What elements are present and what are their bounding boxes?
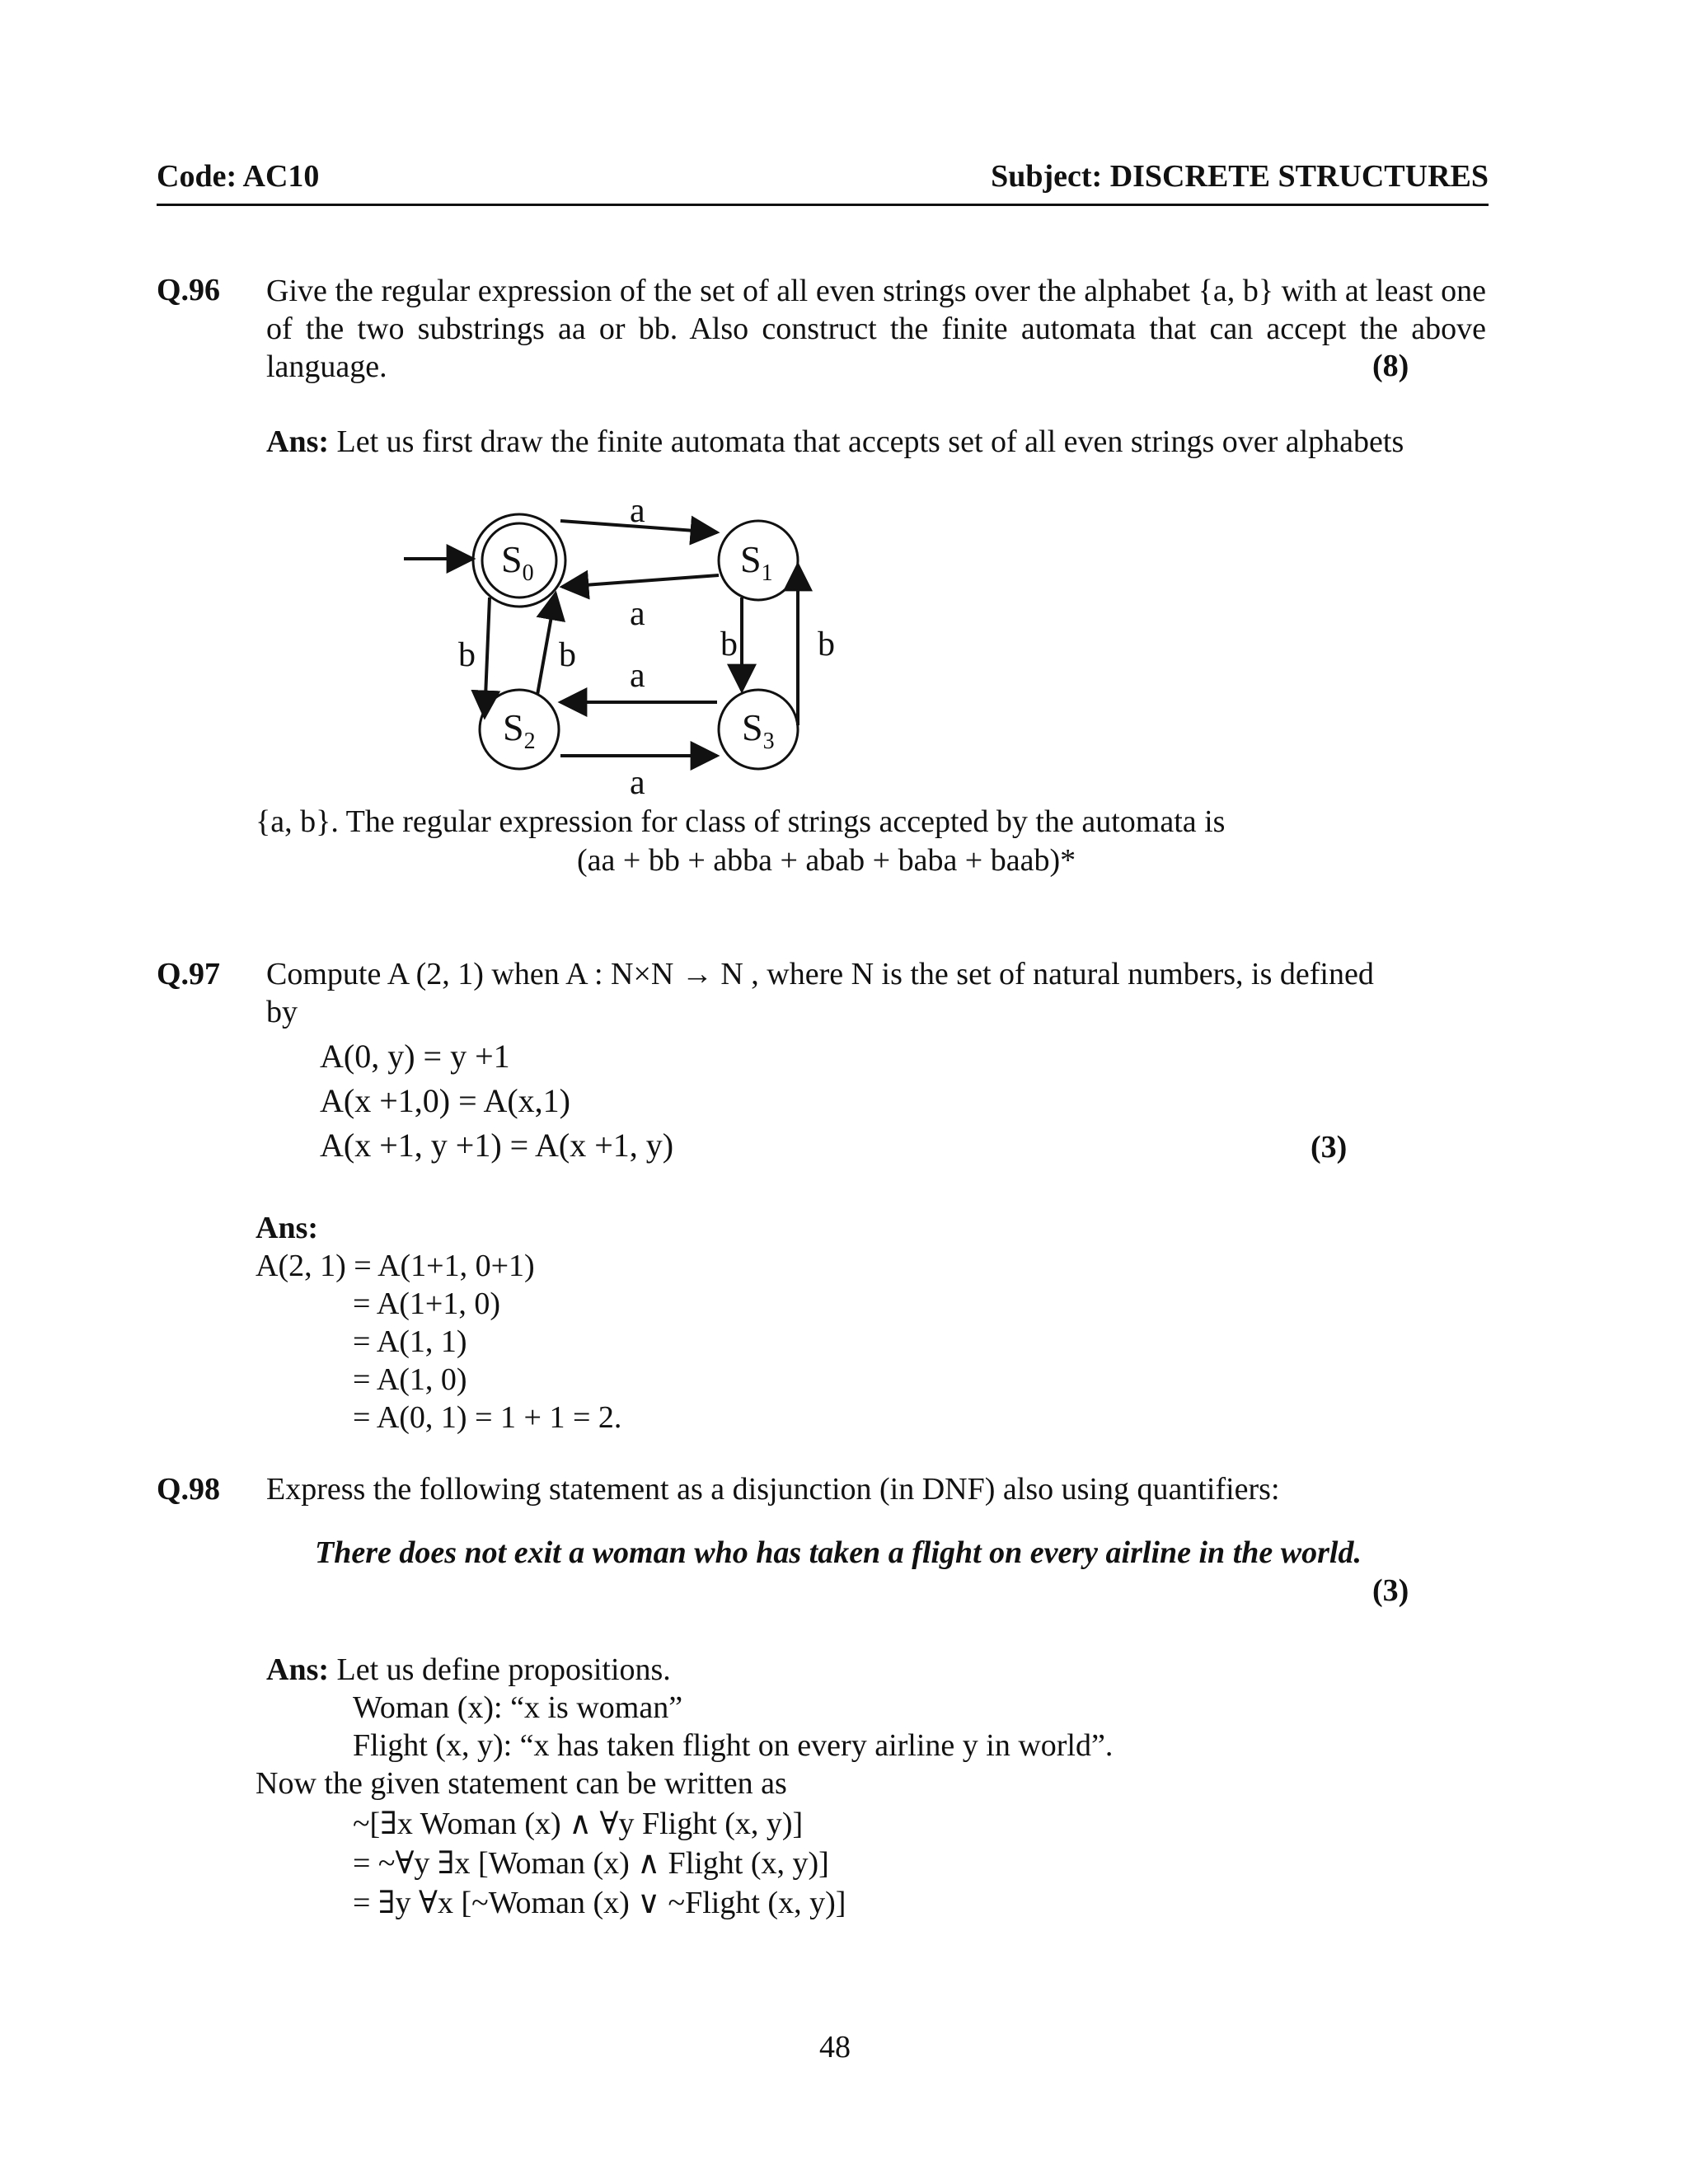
q96-regex: (aa + bb + abba + abab + baba + baab)*: [577, 843, 1076, 878]
q96-marks: (8): [1372, 349, 1409, 383]
label-s3-s2: a: [630, 657, 645, 695]
state-s2-label: $S_2$: [503, 706, 536, 754]
header-rule: [157, 204, 1489, 206]
q98-def-2: Flight (x, y): “x has taken flight on every airline y in world”.: [353, 1728, 1114, 1763]
q97-ans-line-4: = A(1, 0): [353, 1362, 467, 1397]
q98-now-text: Now the given statement can be written as: [256, 1766, 787, 1801]
q97-ans-line-2: = A(1+1, 0): [353, 1286, 501, 1321]
state-s1-label: $S_1$: [740, 538, 773, 586]
q97-question-line2: by: [266, 995, 298, 1029]
state-s3-label: $S_3$: [742, 706, 775, 754]
label-s2-s0: b: [559, 636, 576, 674]
label-s1-s0: a: [630, 595, 645, 633]
q96-ans-label: Ans:: [266, 424, 330, 459]
q98-question: Express the following statement as a disjunction (in DNF) also using quantifiers:: [266, 1472, 1280, 1507]
edge-s2-s0: [537, 593, 556, 695]
q96-after-text: {a, b}. The regular expression for class of strings accepted by the automata is: [256, 804, 1226, 839]
q97-ans-line-3: = A(1, 1): [353, 1324, 467, 1359]
q98-step-3: = ∃y ∀x [~Woman (x) ∨ ~Flight (x, y)]: [353, 1886, 846, 1920]
edge-s0-s2: [485, 598, 490, 717]
q97-def-1: A(0, y) = y +1: [320, 1038, 510, 1075]
q97-ans-line-1: A(2, 1) = A(1+1, 0+1): [256, 1249, 535, 1283]
label-s0-s2: b: [458, 636, 476, 674]
q98-answer-intro: [266, 1652, 671, 1688]
q98-statement: There does not exit a woman who has taken a flight on every airline in the world.: [315, 1535, 1362, 1570]
q96-question: [266, 272, 1486, 386]
q97-def-2: A(x +1,0) = A(x,1): [320, 1082, 570, 1119]
q96-number: Q.96: [157, 273, 221, 307]
q97-marks: (3): [1311, 1130, 1348, 1165]
page-number: 48: [819, 2030, 851, 2064]
edge-s1-s0: [562, 575, 719, 587]
q98-number: Q.98: [157, 1472, 221, 1507]
q98-def-1: Woman (x): “x is woman”: [353, 1690, 683, 1725]
label-s0-s1: a: [630, 492, 645, 530]
q97-ans-line-5: = A(0, 1) = 1 + 1 = 2.: [353, 1400, 622, 1435]
label-s3-s1: b: [818, 626, 835, 663]
q96-question-text: Give the regular expression of the set of all even strings over the alphabet {a, b} with at least one of the two substrings aa or bb. Also construct the finite automata that can accept the above language.: [266, 274, 1486, 384]
q97-def-3: A(x +1, y +1) = A(x +1, y): [320, 1127, 674, 1164]
label-s1-s3: b: [720, 626, 738, 663]
header-subject: Subject: DISCRETE STRUCTURES: [991, 159, 1489, 194]
automaton-diagram: [387, 486, 849, 808]
q97-number: Q.97: [157, 957, 221, 991]
q98-step-2: = ~∀y ∃x [Woman (x) ∧ Flight (x, y)]: [353, 1846, 829, 1881]
q98-ans-label: Ans:: [266, 1652, 330, 1687]
state-s0-label: $S_0$: [501, 538, 534, 586]
q98-ans-text: Let us define propositions.: [336, 1652, 671, 1687]
header-code: Code: AC10: [157, 159, 320, 194]
q97-ans-label: Ans:: [256, 1211, 319, 1245]
q98-marks: (3): [1372, 1573, 1409, 1608]
q96-answer-intro: [266, 424, 1404, 460]
label-s2-s3: a: [630, 764, 645, 802]
q96-ans-text: Let us first draw the finite automata that accepts set of all even strings over alphabets: [336, 424, 1404, 459]
q98-step-1: ~[∃x Woman (x) ∧ ∀y Flight (x, y)]: [353, 1807, 804, 1841]
q97-question-line1: Compute A (2, 1) when A : N×N → N , where N is the set of natural numbers, is defined: [266, 957, 1374, 991]
